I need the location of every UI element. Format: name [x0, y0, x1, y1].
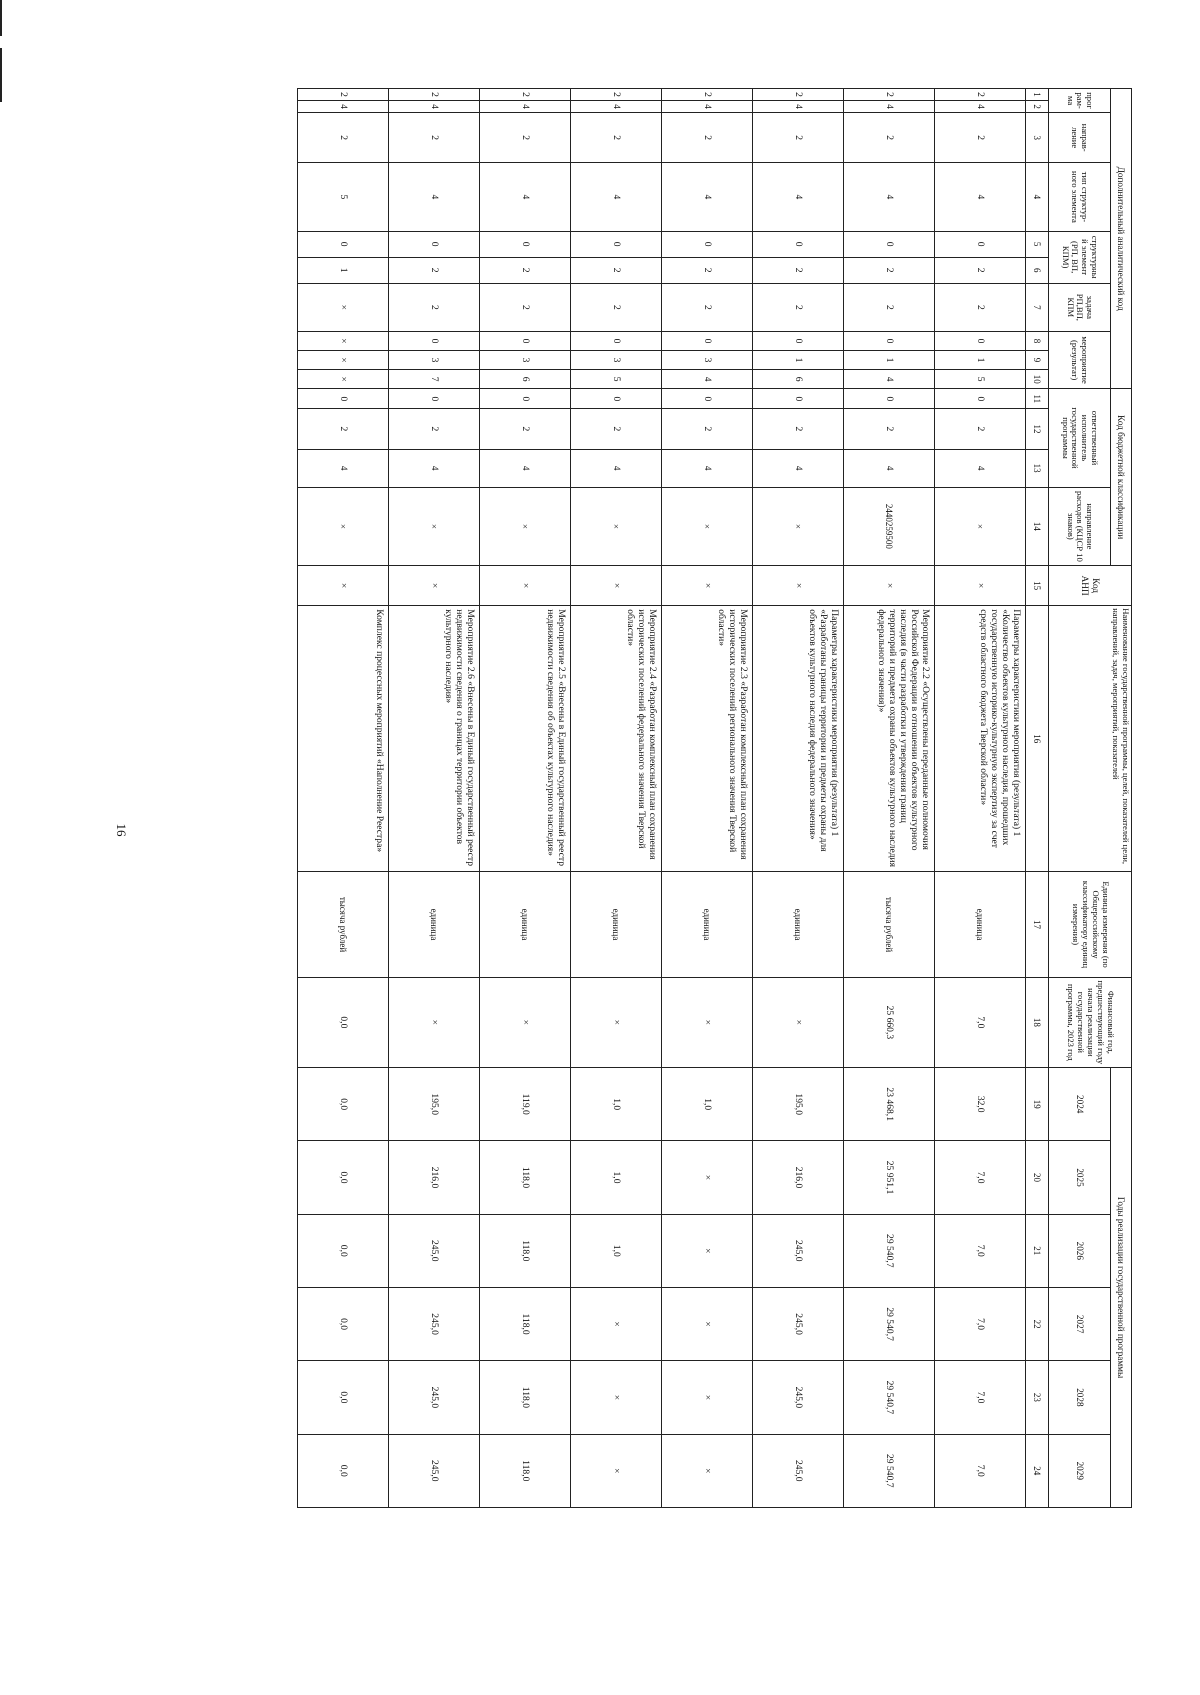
code-cell: 2: [753, 113, 844, 163]
code-cell: 1: [935, 351, 1026, 370]
column-number: 5: [1026, 231, 1049, 257]
code-cell: ×: [298, 566, 389, 606]
row-year-value: 245,0: [389, 1434, 480, 1507]
code-cell: 2: [753, 89, 844, 101]
code-cell: ×: [662, 566, 753, 606]
code-cell: 0: [389, 231, 480, 257]
row-year-value: 1,0: [571, 1068, 662, 1141]
code-cell: 4: [844, 449, 935, 487]
header-otv: ответственный исполнитель государственной программы: [1049, 389, 1111, 487]
row-year-value: 195,0: [389, 1068, 480, 1141]
row-unit: единица: [662, 872, 753, 977]
header-budget-classification: Код бюджетной классификации: [1111, 389, 1132, 566]
column-number: 11: [1026, 389, 1049, 409]
code-cell: 2: [662, 409, 753, 449]
row-year-value: 245,0: [389, 1361, 480, 1434]
code-cell: 2: [389, 257, 480, 283]
code-cell: 0: [662, 231, 753, 257]
row-year-value: 7,0: [935, 1141, 1026, 1214]
code-cell: 2: [844, 113, 935, 163]
code-cell: 2440259500: [844, 487, 935, 565]
code-cell: 4: [935, 449, 1026, 487]
row-year-value: 0,0: [298, 1214, 389, 1287]
header-meropriyatie: мероприятие (результат): [1049, 331, 1111, 388]
code-cell: 4: [571, 163, 662, 231]
table-row: [480, 89, 571, 1508]
code-cell: 4: [389, 163, 480, 231]
row-base-year-value: ×: [662, 977, 753, 1067]
header-additional-analytic-code: Дополнительный аналитический код: [1111, 89, 1132, 389]
table-row: [662, 89, 753, 1508]
code-cell: 4: [298, 449, 389, 487]
column-number: 3: [1026, 113, 1049, 163]
code-cell: ×: [753, 566, 844, 606]
code-cell: ×: [298, 283, 389, 331]
code-cell: 4: [753, 163, 844, 231]
code-cell: ×: [480, 566, 571, 606]
header-kod-anp: Код АНП: [1049, 566, 1132, 606]
code-cell: 3: [389, 351, 480, 370]
code-cell: 2: [571, 283, 662, 331]
code-cell: 0: [480, 231, 571, 257]
code-cell: 4: [480, 449, 571, 487]
row-name: Комплекс процессных мероприятий «Наполнение Реестра»: [298, 606, 389, 872]
table-row: [753, 89, 844, 1508]
code-cell: 0: [571, 231, 662, 257]
code-cell: 0: [844, 231, 935, 257]
code-cell: 0: [389, 331, 480, 350]
code-cell: 2: [935, 89, 1026, 101]
row-name: Мероприятие 2.5 «Внесены в Единый государственный реестр недвижимости сведения об объектах культурного наследия»: [480, 606, 571, 872]
code-cell: 2: [935, 409, 1026, 449]
code-cell: 6: [480, 370, 571, 389]
code-cell: 2: [935, 257, 1026, 283]
code-cell: 0: [844, 331, 935, 350]
row-year-value: 0,0: [298, 1287, 389, 1360]
header-programma: програм-ма: [1049, 89, 1111, 113]
row-year-value: ×: [571, 1287, 662, 1360]
row-unit: тысяча рублей: [298, 872, 389, 977]
row-unit: единица: [389, 872, 480, 977]
row-year-value: ×: [571, 1361, 662, 1434]
code-cell: 4: [844, 370, 935, 389]
left-edge-bar: [0, 0, 2, 36]
code-cell: 3: [662, 351, 753, 370]
column-number: 20: [1026, 1141, 1049, 1214]
row-year-value: 29 540,7: [844, 1434, 935, 1507]
table-body: [298, 89, 1026, 1508]
row-year-value: 25 951,1: [844, 1141, 935, 1214]
row-unit: единица: [480, 872, 571, 977]
code-cell: 0: [844, 389, 935, 409]
code-cell: ×: [571, 487, 662, 565]
header-year: 2029: [1049, 1434, 1111, 1507]
code-cell: 3: [571, 351, 662, 370]
row-year-value: ×: [662, 1434, 753, 1507]
code-cell: ×: [662, 487, 753, 565]
header-tip: тип структур-ного элемента: [1049, 163, 1111, 231]
code-cell: 4: [753, 101, 844, 113]
code-cell: 4: [844, 163, 935, 231]
column-number: 12: [1026, 409, 1049, 449]
column-number: 10: [1026, 370, 1049, 389]
table-row: [298, 89, 389, 1508]
code-cell: 2: [844, 257, 935, 283]
row-year-value: 29 540,7: [844, 1214, 935, 1287]
header-year: 2027: [1049, 1287, 1111, 1360]
column-number: 9: [1026, 351, 1049, 370]
code-cell: 4: [389, 449, 480, 487]
row-base-year-value: ×: [571, 977, 662, 1067]
code-cell: 2: [844, 409, 935, 449]
code-cell: ×: [844, 566, 935, 606]
row-year-value: 118,0: [480, 1361, 571, 1434]
code-cell: 1: [298, 257, 389, 283]
code-cell: ×: [935, 566, 1026, 606]
header-napr-rash: направление расходов (КЦСР 10 знаков): [1049, 487, 1111, 565]
row-unit: тысяча рублей: [844, 872, 935, 977]
row-base-year-value: 0,0: [298, 977, 389, 1067]
code-cell: 4: [480, 101, 571, 113]
column-number: 13: [1026, 449, 1049, 487]
code-cell: 0: [389, 389, 480, 409]
code-cell: 0: [935, 231, 1026, 257]
code-cell: 4: [662, 101, 753, 113]
row-year-value: 32,0: [935, 1068, 1026, 1141]
code-cell: 2: [662, 113, 753, 163]
row-unit: единица: [935, 872, 1026, 977]
code-cell: 2: [389, 113, 480, 163]
code-cell: 2: [571, 409, 662, 449]
row-year-value: 1,0: [571, 1141, 662, 1214]
row-year-value: 245,0: [753, 1434, 844, 1507]
code-cell: 2: [480, 113, 571, 163]
code-cell: 2: [389, 409, 480, 449]
code-cell: 4: [662, 370, 753, 389]
code-cell: 5: [571, 370, 662, 389]
row-year-value: 245,0: [389, 1287, 480, 1360]
column-number: 1: [1026, 89, 1049, 101]
row-year-value: 1,0: [662, 1068, 753, 1141]
row-base-year-value: ×: [480, 977, 571, 1067]
header-name: Наименование государственной программы, целей, показателей цели, направлений, задач, мероприятий, показателей: [1049, 606, 1132, 872]
code-cell: ×: [571, 566, 662, 606]
code-cell: 0: [753, 389, 844, 409]
row-base-year-value: 7,0: [935, 977, 1026, 1067]
code-cell: ×: [298, 487, 389, 565]
header-year: 2024: [1049, 1068, 1111, 1141]
column-number: 6: [1026, 257, 1049, 283]
header-fin-year: Финансовый год, предшествующий году начала реализации государственной программы, 2023 год: [1049, 977, 1132, 1067]
row-year-value: 0,0: [298, 1361, 389, 1434]
code-cell: 4: [571, 449, 662, 487]
row-year-value: 7,0: [935, 1361, 1026, 1434]
code-cell: 2: [935, 283, 1026, 331]
row-year-value: 119,0: [480, 1068, 571, 1141]
code-cell: 2: [480, 409, 571, 449]
code-cell: 2: [844, 89, 935, 101]
code-cell: 2: [571, 257, 662, 283]
code-cell: 2: [298, 409, 389, 449]
row-year-value: 245,0: [753, 1287, 844, 1360]
column-number: 22: [1026, 1287, 1049, 1360]
code-cell: 5: [298, 163, 389, 231]
program-table: [297, 88, 1132, 1508]
row-year-value: 245,0: [389, 1214, 480, 1287]
code-cell: 4: [753, 449, 844, 487]
code-cell: 2: [571, 113, 662, 163]
row-base-year-value: ×: [389, 977, 480, 1067]
row-name: Мероприятие 2.3 «Разработан комплексный план сохранения исторических поселений регионального значения Тверской области»: [662, 606, 753, 872]
code-cell: ×: [389, 566, 480, 606]
code-cell: 4: [935, 163, 1026, 231]
code-cell: 2: [753, 257, 844, 283]
row-year-value: ×: [571, 1434, 662, 1507]
code-cell: 0: [753, 231, 844, 257]
row-year-value: 7,0: [935, 1287, 1026, 1360]
code-cell: 2: [662, 257, 753, 283]
code-cell: 0: [480, 331, 571, 350]
code-cell: ×: [935, 487, 1026, 565]
header-years-group: Годы реализации государственной программы: [1111, 1068, 1132, 1508]
table-row: [389, 89, 480, 1508]
page-number: 16: [114, 823, 129, 837]
code-cell: 0: [298, 389, 389, 409]
row-unit: единица: [571, 872, 662, 977]
code-cell: ×: [753, 487, 844, 565]
code-cell: ×: [480, 487, 571, 565]
code-cell: ×: [298, 331, 389, 350]
code-cell: 2: [753, 283, 844, 331]
code-cell: 2: [935, 113, 1026, 163]
code-cell: 4: [935, 101, 1026, 113]
row-base-year-value: 25 660,3: [844, 977, 935, 1067]
column-number: 23: [1026, 1361, 1049, 1434]
row-year-value: 0,0: [298, 1434, 389, 1507]
row-year-value: ×: [662, 1141, 753, 1214]
code-cell: 2: [753, 409, 844, 449]
code-cell: 2: [298, 113, 389, 163]
row-year-value: ×: [662, 1214, 753, 1287]
code-cell: 0: [935, 389, 1026, 409]
row-year-value: ×: [662, 1361, 753, 1434]
row-year-value: ×: [662, 1287, 753, 1360]
code-cell: ×: [389, 487, 480, 565]
row-year-value: 118,0: [480, 1287, 571, 1360]
column-number: 16: [1026, 606, 1049, 872]
row-year-value: 216,0: [753, 1141, 844, 1214]
row-year-value: 245,0: [753, 1214, 844, 1287]
code-cell: 2: [480, 283, 571, 331]
code-cell: 4: [480, 163, 571, 231]
code-cell: 2: [480, 257, 571, 283]
code-cell: 0: [935, 331, 1026, 350]
row-year-value: 118,0: [480, 1214, 571, 1287]
code-cell: 2: [844, 283, 935, 331]
row-name: Параметры характеристики мероприятия (результата) 1 «Разработаны границы территории и предметы охраны для объектов культурного наследия федерального значения»: [753, 606, 844, 872]
table-row: [844, 89, 935, 1508]
column-number: 17: [1026, 872, 1049, 977]
table-row: [571, 89, 662, 1508]
row-year-value: 0,0: [298, 1141, 389, 1214]
code-cell: 3: [480, 351, 571, 370]
row-name: Мероприятие 2.2 «Осуществлены переданные полномочия Российской Федерации в отношении объектов культурного наследия (в части разработки и утверждения границ территорий и предмета охраны объектов культурного наследия федерального значения)»: [844, 606, 935, 872]
code-cell: 2: [571, 89, 662, 101]
column-number: 7: [1026, 283, 1049, 331]
code-cell: 7: [389, 370, 480, 389]
left-edge-bar: [0, 48, 2, 102]
row-year-value: 29 540,7: [844, 1287, 935, 1360]
code-cell: 2: [662, 89, 753, 101]
column-number: 18: [1026, 977, 1049, 1067]
row-name: Мероприятие 2.6 «Внесены в Единый государственный реестр недвижимости сведения о границах территории объектов культурного наследия»: [389, 606, 480, 872]
header-year: 2028: [1049, 1361, 1111, 1434]
code-cell: 0: [662, 389, 753, 409]
column-number: 19: [1026, 1068, 1049, 1141]
code-cell: 1: [844, 351, 935, 370]
row-unit: единица: [753, 872, 844, 977]
code-cell: ×: [298, 351, 389, 370]
column-number: 15: [1026, 566, 1049, 606]
header-year: 2025: [1049, 1141, 1111, 1214]
row-base-year-value: ×: [753, 977, 844, 1067]
header-napravlenie: направ-ление: [1049, 113, 1111, 163]
code-cell: 4: [662, 449, 753, 487]
column-number: 2: [1026, 101, 1049, 113]
row-year-value: 118,0: [480, 1434, 571, 1507]
code-cell: 2: [389, 283, 480, 331]
code-cell: 0: [662, 331, 753, 350]
code-cell: 2: [298, 89, 389, 101]
row-year-value: 23 468,1: [844, 1068, 935, 1141]
table-row: [935, 89, 1026, 1508]
row-year-value: 118,0: [480, 1141, 571, 1214]
column-number: 21: [1026, 1214, 1049, 1287]
code-cell: 0: [571, 389, 662, 409]
rotated-table-wrapper: [170, 88, 1132, 1508]
row-year-value: 1,0: [571, 1214, 662, 1287]
row-year-value: 245,0: [753, 1361, 844, 1434]
column-number: 24: [1026, 1434, 1049, 1507]
code-cell: ×: [298, 370, 389, 389]
code-cell: 0: [753, 331, 844, 350]
column-number: 14: [1026, 487, 1049, 565]
code-cell: 5: [935, 370, 1026, 389]
header-year: 2026: [1049, 1214, 1111, 1287]
code-cell: 4: [662, 163, 753, 231]
code-cell: 2: [480, 89, 571, 101]
row-name: Мероприятие 2.4 «Разработан комплексный план сохранения исторических поселений федерального значения Тверской области»: [571, 606, 662, 872]
code-cell: 2: [662, 283, 753, 331]
row-name: Параметры характеристики мероприятия (результата) 1 «Количество объектов культурного наследия, прошедших государственную историко-культурную экспертизу за счет средств областного бюджета Тверской области»: [935, 606, 1026, 872]
row-year-value: 7,0: [935, 1434, 1026, 1507]
header-struct: структурный элемент (РП, ВП, КПМ): [1049, 231, 1111, 283]
code-cell: 4: [844, 101, 935, 113]
code-cell: 6: [753, 370, 844, 389]
column-number: 4: [1026, 163, 1049, 231]
row-year-value: 216,0: [389, 1141, 480, 1214]
header-unit: Единица измерения (по Общероссийскому классификатору единиц измерения): [1049, 872, 1132, 977]
code-cell: 1: [753, 351, 844, 370]
row-year-value: 195,0: [753, 1068, 844, 1141]
header-zadacha: задача РП,ВП, КПМ: [1049, 283, 1111, 331]
row-year-value: 7,0: [935, 1214, 1026, 1287]
code-cell: 4: [298, 101, 389, 113]
code-cell: 4: [571, 101, 662, 113]
code-cell: 0: [480, 389, 571, 409]
code-cell: 0: [571, 331, 662, 350]
code-cell: 0: [298, 231, 389, 257]
column-number-row: [1026, 89, 1049, 1508]
code-cell: 4: [389, 101, 480, 113]
code-cell: 2: [389, 89, 480, 101]
row-year-value: 0,0: [298, 1068, 389, 1141]
column-number: 8: [1026, 331, 1049, 350]
row-year-value: 29 540,7: [844, 1361, 935, 1434]
